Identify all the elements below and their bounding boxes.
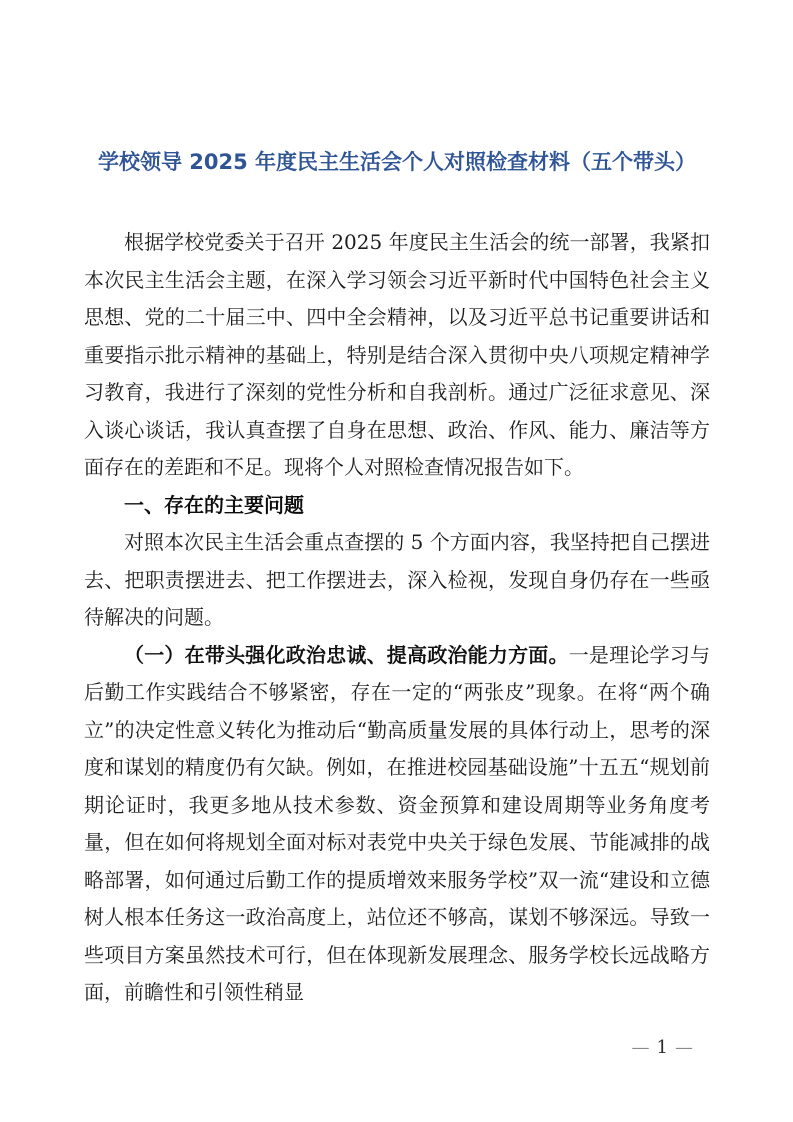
paragraph-intro: 根据学校党委关于召开 2025 年度民主生活会的统一部署，我紧扣本次民主生活会主题，在深入学习领会习近平新时代中国特色社会主义思想、党的二十届三中、四中全会精神，以及习近平总书记重要讲话和重要指示批示精神的基础上，特别是结合深入贯彻中央八项规定精神学习教育，我进行了深刻的党性分析和自我剖析。通过广泛征求意见、深入谈心谈话，我认真查摆了自身在思想、政治、作风、能力、廉洁等方面存在的差距和不足。现将个人对照检查情况报告如下。 — [84, 230, 710, 479]
item-1-text: 一是理论学习与后勤工作实践结合不够紧密，存在一定的“两张皮”现象。在将“两个确立”的决定性意义转化为推动后“勤高质量发展的具体行动上，思考的深度和谋划的精度仍有欠缺。例如，在推进校园基础设施”十五五“规划前期论证时，我更多地从技术参数、资金预算和建设周期等业务角度考量，但在如何将规划全面对标对表党中央关于绿色发展、节能减排的战略部署，如何通过后勤工作的提质增效来服务学校”双一流“建设和立德树人根本任务这一政治高度上，站位还不够高，谋划不够深远。导致一些项目方案虽然技术可行，但在体现新发展理念、服务学校长远战略方面，前瞻性和引领性稍显 — [84, 642, 710, 1004]
document-content — [84, 0, 710, 1030]
document-title: 学校领导 2025 年度民主生活会个人对照检查材料（五个带头） — [97, 150, 697, 174]
section-1-heading: 一、存在的主要问题 — [124, 492, 304, 517]
page-number-dash-left: — — [631, 1037, 650, 1058]
page-number: 1 — [656, 1037, 668, 1058]
paragraph-section1-item1 — [84, 637, 710, 1012]
page-number-dash-right: — — [675, 1037, 693, 1058]
item-1-lead: （一）在带头强化政治忠诚、提高政治能力方面。 — [124, 642, 569, 667]
paragraph-section1-overview: 对照本次民主生活会重点查摆的 5 个方面内容，我坚持把自己摆进去、把职责摆进去、把工作摆进去，深入检视，发现自身仍存在一些亟待解决的问题。 — [84, 530, 710, 629]
page-footer — [625, 1036, 700, 1060]
